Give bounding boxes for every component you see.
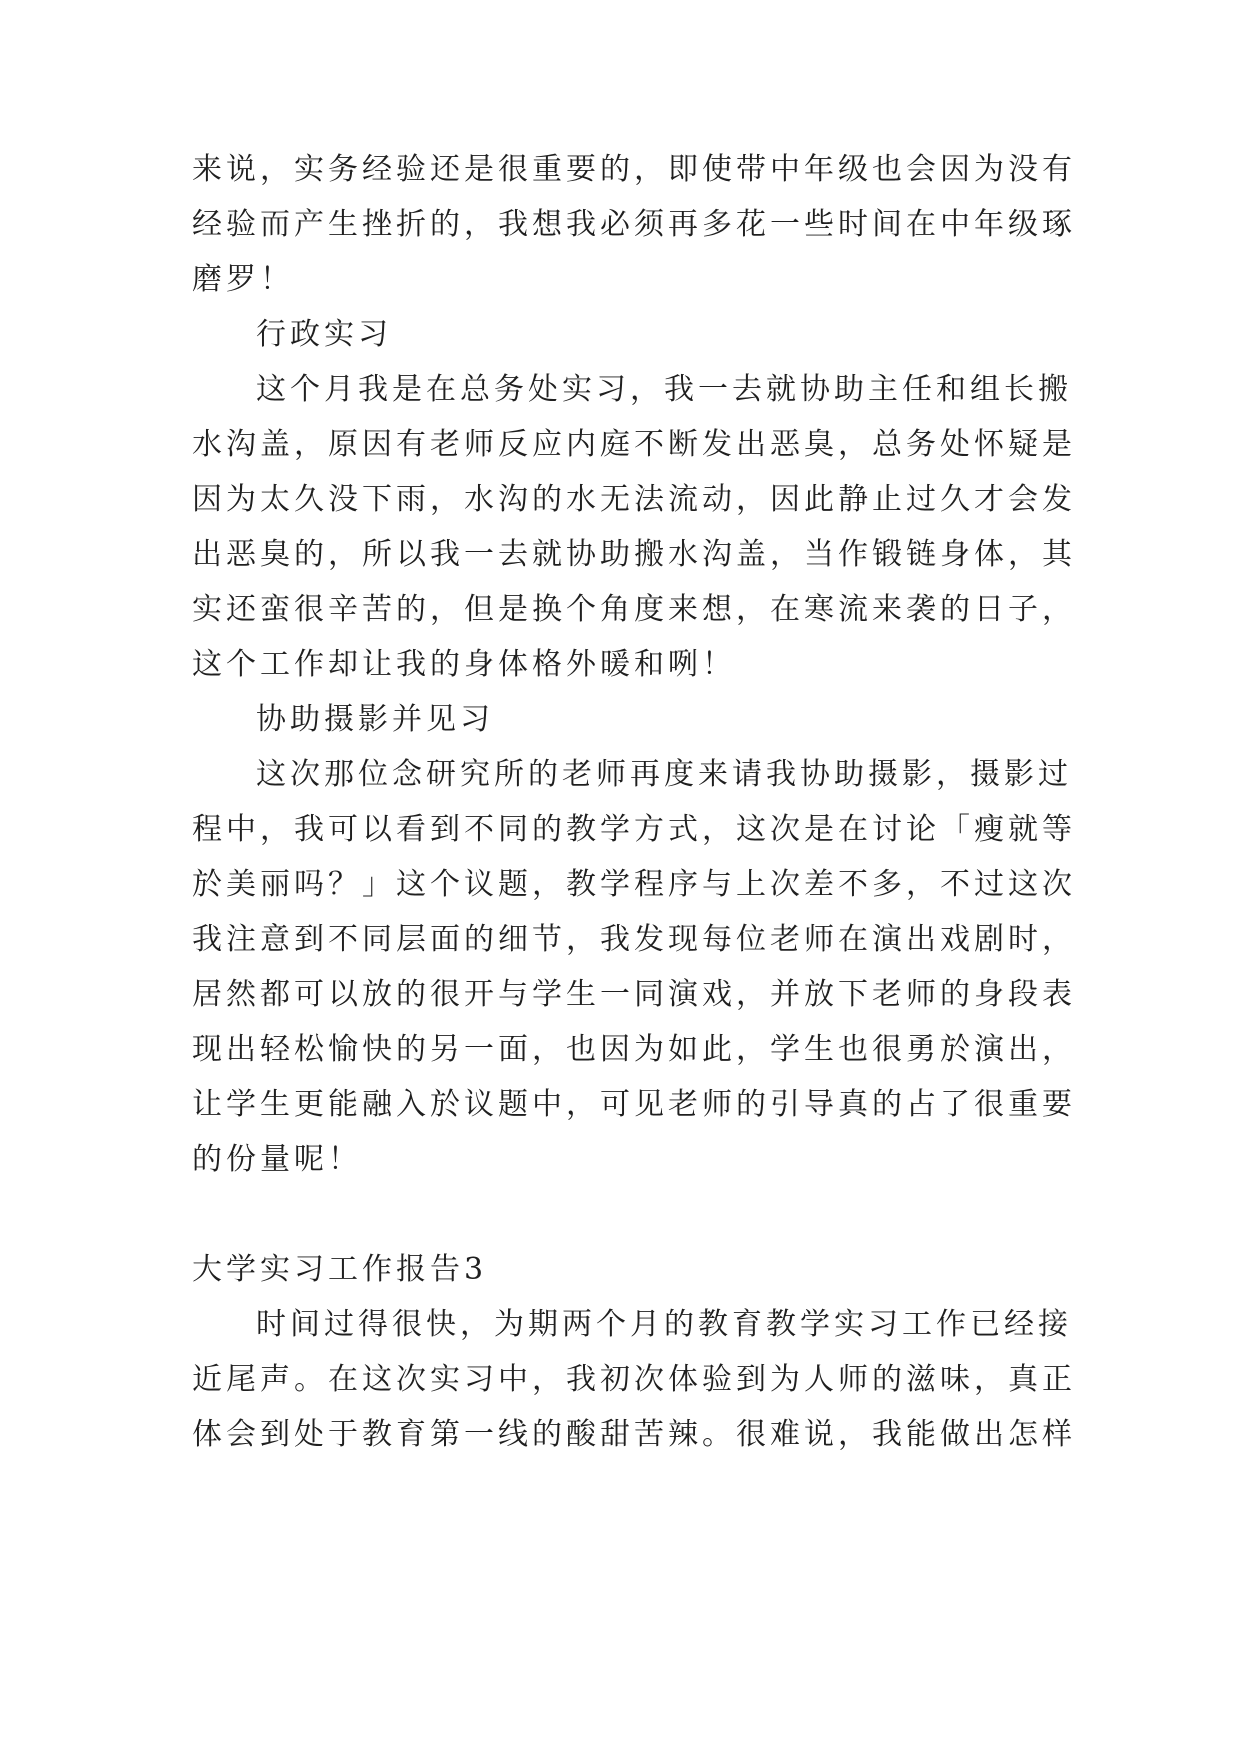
body-line: 时间过得很快，为期两个月的教育教学实习工作已经接: [256, 1307, 1072, 1342]
body-line: 的份量呢！: [192, 1142, 362, 1177]
body-line: 出恶臭的，所以我一去就协助搬水沟盖，当作锻链身体，其: [192, 537, 1076, 572]
section-heading: 协助摄影并见习: [256, 702, 494, 737]
body-line: 於美丽吗？」这个议题，教学程序与上次差不多，不过这次: [192, 867, 1076, 902]
body-line: 居然都可以放的很开与学生一同演戏，并放下老师的身段表: [192, 977, 1076, 1012]
body-line: 因为太久没下雨，水沟的水无法流动，因此静止过久才会发: [192, 482, 1076, 517]
body-line: 这个月我是在总务处实习，我一去就协助主任和组长搬: [256, 372, 1072, 407]
report-title: 大学实习工作报告3: [192, 1252, 488, 1287]
body-line: 程中，我可以看到不同的教学方式，这次是在讨论「瘦就等: [192, 812, 1076, 847]
body-line: 实还蛮很辛苦的，但是换个角度来想，在寒流来袭的日子，: [192, 592, 1076, 627]
body-line: 这个工作却让我的身体格外暖和咧！: [192, 647, 736, 682]
section-heading: 行政实习: [256, 317, 392, 352]
body-line: 来说，实务经验还是很重要的，即使带中年级也会因为没有: [192, 152, 1076, 187]
body-line: 水沟盖，原因有老师反应内庭不断发出恶臭，总务处怀疑是: [192, 427, 1076, 462]
body-line: 体会到处于教育第一线的酸甜苦辣。很难说，我能做出怎样: [192, 1417, 1076, 1452]
body-line: 让学生更能融入於议题中，可见老师的引导真的占了很重要: [192, 1087, 1076, 1122]
body-line: 这次那位念研究所的老师再度来请我协助摄影，摄影过: [256, 757, 1072, 792]
body-line: 磨罗！: [192, 262, 294, 297]
body-line: 现出轻松愉快的另一面，也因为如此，学生也很勇於演出，: [192, 1032, 1076, 1067]
body-line: 我注意到不同层面的细节，我发现每位老师在演出戏剧时，: [192, 922, 1076, 957]
body-line: 近尾声。在这次实习中，我初次体验到为人师的滋味，真正: [192, 1362, 1076, 1397]
body-line: 经验而产生挫折的，我想我必须再多花一些时间在中年级琢: [192, 207, 1076, 242]
